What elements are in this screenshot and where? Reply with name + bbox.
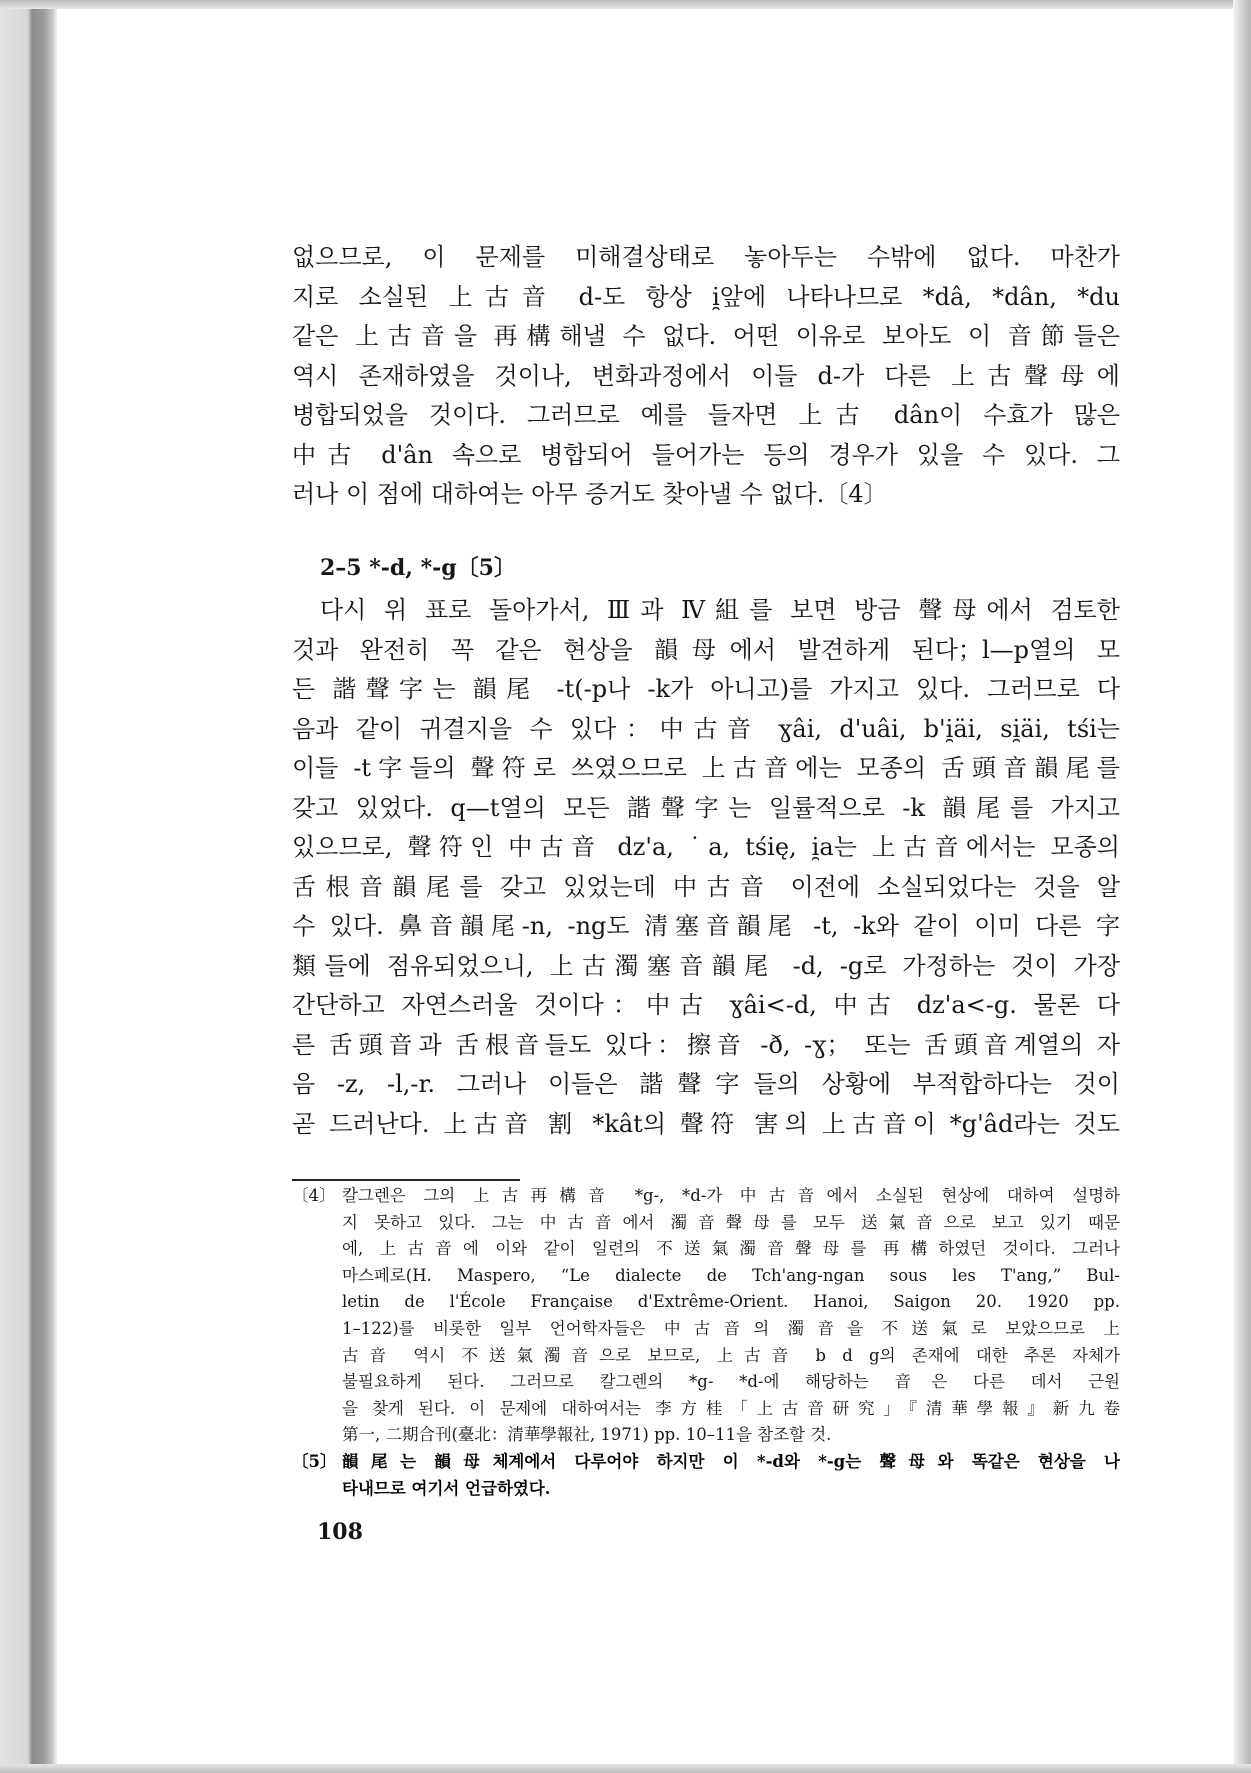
body-line: 中古 d'ân 속으로 병합되어 들어가는 등의 경우가 있을 수 있다. 그 [292, 440, 1120, 469]
body-line: 舌根音韻尾를 갖고 있었는데 中古音 이전에 소실되었다는 것을 알 [292, 872, 1120, 901]
body-line: 러나 이 점에 대하여는 아무 증거도 찾아낼 수 없다.〔4〕 [292, 480, 888, 508]
footnote-line: 韻尾는 韻母체계에서 다루어야 하지만 이 *-d와 *-g는 聲母와 똑같은 현상을 나 [342, 1451, 1120, 1471]
footnote-line: 마스페로(H. Maspero, “Le dialecte de Tch'ang-ngan sous les T'ang,” Bul- [342, 1265, 1120, 1285]
body-line: 것과 완전히 꼭 같은 현상을 韻母에서 발견하게 된다；l—p열의 모 [292, 635, 1120, 664]
body-line: 음 -z, -l,-r. 그러나 이들은 諧聲字들의 상황에 부적합하다는 것이 [292, 1070, 1120, 1098]
body-paragraph-2 [292, 591, 1120, 1144]
page-number: 108 [317, 1519, 363, 1545]
section-heading: 2–5 *-d, *-g〔5〕 [320, 555, 516, 581]
footnote-divider [292, 1179, 520, 1181]
footnote-marker: 〔5〕 [292, 1451, 337, 1471]
footnote-line: 칼그렌은 그의 上古再構音 *g-, *d-가 中古音에서 소실된 현상에 대하여 설명하 [342, 1186, 1120, 1205]
body-paragraph-1 [292, 238, 1120, 515]
body-line: 이들 -t字들의 聲符로 쓰였으므로 上古音에는 모종의 舌頭音韻尾를 [292, 754, 1120, 782]
body-line: 간단하고 자연스러울 것이다：中古 ɣâi<-d, 中古 dz'a<-g. 물론 다 [292, 991, 1120, 1019]
footnote-4 [292, 1183, 1120, 1210]
footnote-marker: 〔4〕 [292, 1186, 336, 1205]
footnote-line: 古音 역시 不送氣濁音으로 보므로, 上古音 b d g의 존재에 대한 추론 자체가 [342, 1345, 1120, 1365]
body-line: 역시 존재하였을 것이나, 변화과정에서 이들 d-가 다른 上古聲母에 [292, 361, 1120, 390]
body-line: 든 諧聲字는 韻尾 -t(-p나 -k가 아니고)를 가지고 있다. 그러므로 다 [292, 675, 1120, 703]
body-line: 없으므로, 이 문제를 미해결상태로 놓아두는 수밖에 없다. 마찬가 [292, 243, 1120, 271]
footnotes [292, 1183, 1120, 1502]
footnote-line: 第一, 二期合刊(臺北：清華學報社, 1971) pp. 10–11을 참조할 것. [342, 1425, 832, 1445]
page-edge-top [0, 0, 1251, 9]
body-line: 지로 소실된 上古音 d-도 항상 i̯앞에 나타나므로 *dâ, *dân, *du [292, 282, 1120, 311]
footnote-5 [292, 1449, 1120, 1476]
footnote-line: 불필요하게 된다. 그러므로 칼그렌의 *g- *d-에 해당하는 音은 다른 데서 근원 [342, 1372, 1120, 1392]
body-line: 수 있다. 鼻音韻尾-n, -ng도 清塞音韻尾 -t, -k와 같이 이미 다른 字 [292, 912, 1120, 940]
body-line: 른 舌頭音과 舌根音들도 있다：擦音 -ð, -ɣ； 또는 舌頭音계열의 자 [292, 1030, 1120, 1059]
footnote-line: 1–122)를 비롯한 일부 언어학자들은 中古音의 濁音을 不送氣로 보았으므로 上 [342, 1318, 1120, 1338]
body-line: 곧 드러난다. 上古音 割 *kât의 聲符 害의 上古音이 *g'âd라는 것도 [292, 1109, 1120, 1138]
book-spine-shadow [0, 0, 57, 1773]
body-line: 다시 위 표로 돌아가서, Ⅲ과 Ⅳ組를 보면 방금 聲母에서 검토한 [320, 596, 1120, 624]
body-line: 類들에 점유되었으니, 上古濁塞音韻尾 -d, -g로 가정하는 것이 가장 [292, 951, 1120, 980]
footnote-line: 을 찾게 된다. 이 문제에 대하여서는 李方桂「上古音研究」『清華學報』新九卷 [342, 1398, 1120, 1418]
footnote-line: letin de l'École Française d'Extrême-Orient. Hanoi, Saigon 20. 1920 pp. [342, 1292, 1120, 1312]
body-line: 갖고 있었다. q—t열의 모든 諧聲字는 일률적으로 -k 韻尾를 가지고 [292, 793, 1120, 822]
body-line: 같은 上古音을 再構해낼 수 없다. 어떤 이유로 보아도 이 音節들은 [292, 322, 1120, 350]
page-edge-right [1233, 0, 1251, 1773]
footnote-line: 지 못하고 있다. 그는 中古音에서 濁音聲母를 모두 送氣音으로 보고 있기 때문 [342, 1212, 1120, 1232]
body-line: 있으므로, 聲符인 中古音 dz'a, ˙a, tśię, i̯a는 上古音에서는 모종의 [292, 833, 1120, 861]
footnote-line: 에, 上古音에 이와 같이 일련의 不送氣濁音聲母를 再構하였던 것이다. 그러나 [342, 1239, 1120, 1259]
page-edge-bottom [0, 1764, 1251, 1773]
body-line: 음과 같이 귀결지을 수 있다：中古音 ɣâi, d'uâi, b'i̯äi, si̯äi, tśi는 [292, 714, 1120, 743]
body-line: 병합되었을 것이다. 그러므로 예를 들자면 上古 dân이 수효가 많은 [292, 401, 1120, 429]
footnote-line: 타내므로 여기서 언급하였다. [342, 1478, 551, 1498]
